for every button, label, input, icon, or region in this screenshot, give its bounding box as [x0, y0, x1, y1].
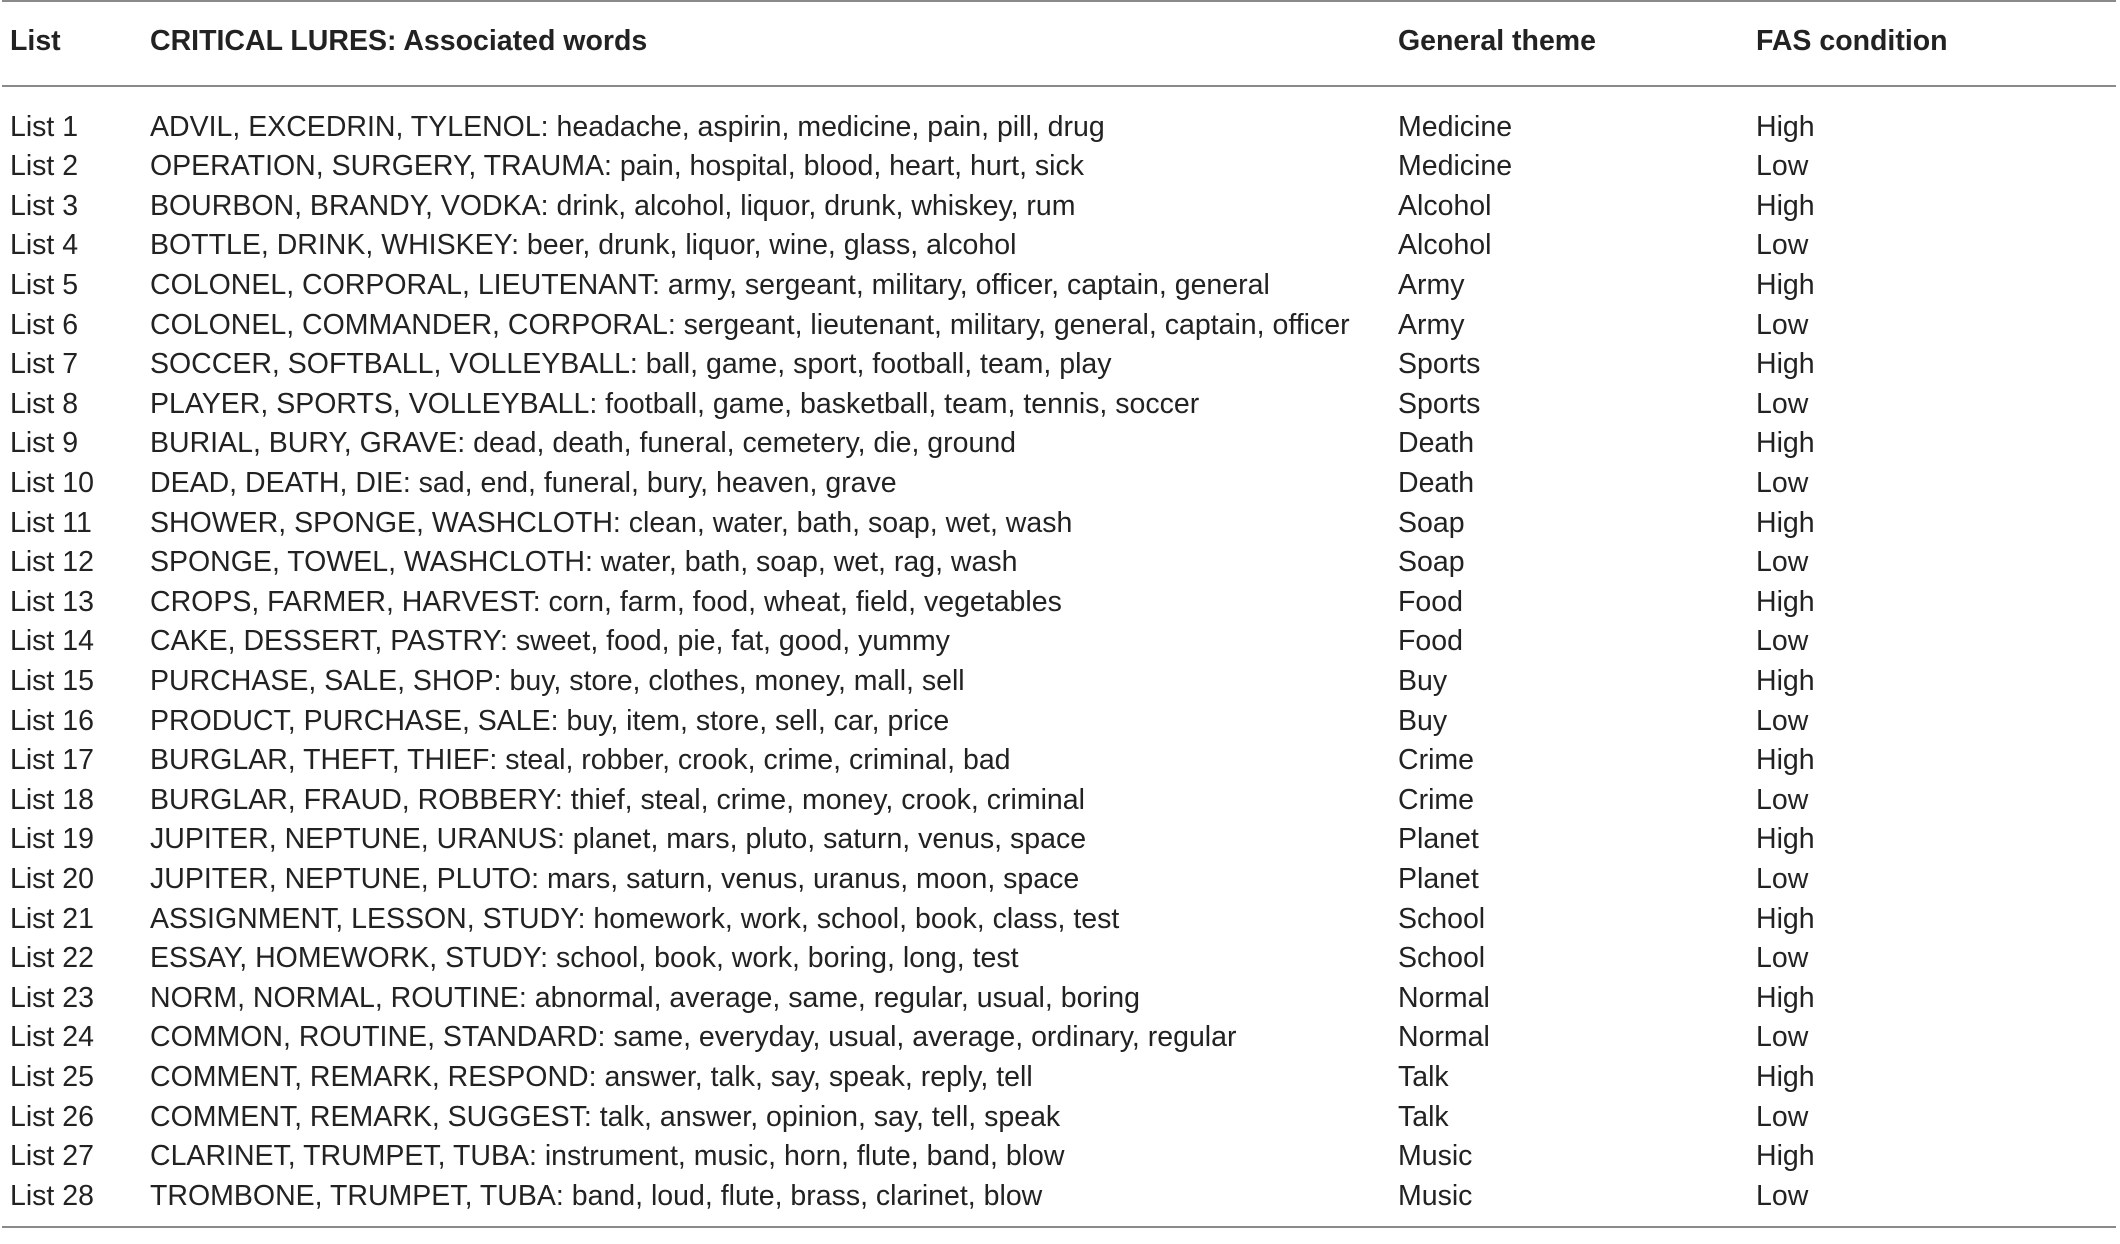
cell-general-theme: Talk — [1398, 1100, 1449, 1133]
table-row — [2, 860, 2116, 900]
table-row — [2, 147, 2116, 187]
cell-fas-condition: High — [1756, 744, 1815, 777]
cell-general-theme: Food — [1398, 625, 1463, 658]
table-row — [2, 187, 2116, 227]
cell-general-theme: Sports — [1398, 387, 1481, 420]
cell-critical-lures: PLAYER, SPORTS, VOLLEYBALL: football, game, basketball, team, tennis, soccer — [150, 387, 1200, 420]
table-row — [2, 741, 2116, 781]
cell-fas-condition: Low — [1756, 1179, 1809, 1212]
cell-fas-condition: Low — [1756, 1021, 1809, 1054]
table-row — [2, 226, 2116, 266]
cell-list: List 10 — [10, 467, 94, 500]
header-critical-lures: CRITICAL LURES: Associated words — [150, 25, 648, 57]
cell-list: List 21 — [10, 902, 94, 935]
cell-list: List 27 — [10, 1140, 94, 1173]
cell-general-theme: Death — [1398, 467, 1475, 500]
cell-critical-lures: PRODUCT, PURCHASE, SALE: buy, item, store, sell, car, price — [150, 704, 950, 737]
table-row — [2, 86, 2116, 147]
table-row — [2, 305, 2116, 345]
header-fas-condition: FAS condition — [1756, 25, 1948, 57]
cell-general-theme: Death — [1398, 427, 1475, 460]
cell-critical-lures: BOURBON, BRANDY, VODKA: drink, alcohol, liquor, drunk, whiskey, rum — [150, 189, 1076, 222]
cell-fas-condition: Low — [1756, 229, 1809, 262]
table-row — [2, 424, 2116, 464]
table-row — [2, 464, 2116, 504]
cell-list: List 23 — [10, 981, 94, 1014]
table-row — [2, 899, 2116, 939]
cell-critical-lures: BURGLAR, FRAUD, ROBBERY: thief, steal, crime, money, crook, criminal — [150, 783, 1085, 816]
cell-list: List 24 — [10, 1021, 94, 1054]
cell-critical-lures: BOTTLE, DRINK, WHISKEY: beer, drunk, liquor, wine, glass, alcohol — [150, 229, 1017, 262]
table-row — [2, 266, 2116, 306]
cell-fas-condition: Low — [1756, 625, 1809, 658]
cell-list: List 3 — [10, 189, 79, 222]
cell-list: List 5 — [10, 269, 79, 302]
cell-critical-lures: ASSIGNMENT, LESSON, STUDY: homework, work, school, book, class, test — [150, 902, 1120, 935]
cell-list: List 26 — [10, 1100, 94, 1133]
cell-general-theme: School — [1398, 902, 1486, 935]
header-general-theme: General theme — [1398, 25, 1596, 57]
cell-fas-condition: Low — [1756, 1100, 1809, 1133]
cell-general-theme: Medicine — [1398, 110, 1513, 143]
lists-table-container — [2, 0, 2116, 1228]
cell-list: List 13 — [10, 585, 94, 618]
cell-fas-condition: High — [1756, 665, 1815, 698]
cell-list: List 7 — [10, 348, 79, 381]
cell-list: List 22 — [10, 942, 94, 975]
cell-critical-lures: COMMON, ROUTINE, STANDARD: same, everyday, usual, average, ordinary, regular — [150, 1021, 1237, 1054]
cell-fas-condition: High — [1756, 981, 1815, 1014]
cell-critical-lures: PURCHASE, SALE, SHOP: buy, store, clothes, money, mall, sell — [150, 665, 965, 698]
cell-critical-lures: BURIAL, BURY, GRAVE: dead, death, funeral, cemetery, die, ground — [150, 427, 1017, 460]
cell-list: List 19 — [10, 823, 94, 856]
cell-fas-condition: Low — [1756, 942, 1809, 975]
cell-general-theme: Buy — [1398, 704, 1448, 737]
table-row — [2, 1176, 2116, 1227]
cell-critical-lures: JUPITER, NEPTUNE, URANUS: planet, mars, pluto, saturn, venus, space — [150, 823, 1087, 856]
cell-general-theme: Crime — [1398, 783, 1474, 816]
cell-fas-condition: Low — [1756, 704, 1809, 737]
cell-list: List 14 — [10, 625, 94, 658]
table-row — [2, 503, 2116, 543]
cell-list: List 16 — [10, 704, 94, 737]
cell-general-theme: Food — [1398, 585, 1463, 618]
table-row — [2, 939, 2116, 979]
cell-list: List 18 — [10, 783, 94, 816]
cell-list: List 4 — [10, 229, 79, 262]
table-row — [2, 1097, 2116, 1137]
cell-critical-lures: CLARINET, TRUMPET, TUBA: instrument, music, horn, flute, band, blow — [150, 1140, 1065, 1173]
cell-general-theme: Army — [1398, 269, 1465, 302]
cell-list: List 15 — [10, 665, 94, 698]
cell-general-theme: Soap — [1398, 546, 1465, 579]
cell-critical-lures: NORM, NORMAL, ROUTINE: abnormal, average, same, regular, usual, boring — [150, 981, 1140, 1014]
cell-fas-condition: High — [1756, 269, 1815, 302]
cell-general-theme: School — [1398, 942, 1486, 975]
cell-general-theme: Soap — [1398, 506, 1465, 539]
cell-fas-condition: High — [1756, 585, 1815, 618]
cell-fas-condition: Low — [1756, 387, 1809, 420]
cell-list: List 9 — [10, 427, 79, 460]
cell-general-theme: Music — [1398, 1179, 1473, 1212]
table-row — [2, 978, 2116, 1018]
cell-general-theme: Normal — [1398, 1021, 1490, 1054]
cell-critical-lures: DEAD, DEATH, DIE: sad, end, funeral, bury, heaven, grave — [150, 467, 897, 500]
table-row — [2, 543, 2116, 583]
cell-fas-condition: Low — [1756, 150, 1809, 183]
cell-critical-lures: COMMENT, REMARK, RESPOND: answer, talk, say, speak, reply, tell — [150, 1060, 1033, 1093]
critical-lures-table — [2, 0, 2116, 1228]
cell-critical-lures: COLONEL, CORPORAL, LIEUTENANT: army, sergeant, military, officer, captain, general — [150, 269, 1270, 302]
table-row — [2, 1137, 2116, 1177]
table-row — [2, 622, 2116, 662]
table-row — [2, 1058, 2116, 1098]
cell-list: List 11 — [10, 506, 92, 539]
cell-fas-condition: High — [1756, 902, 1815, 935]
cell-fas-condition: Low — [1756, 862, 1809, 895]
cell-critical-lures: BURGLAR, THEFT, THIEF: steal, robber, crook, crime, criminal, bad — [150, 744, 1011, 777]
table-row — [2, 781, 2116, 821]
cell-fas-condition: High — [1756, 823, 1815, 856]
cell-list: List 8 — [10, 387, 79, 420]
cell-list: List 20 — [10, 862, 94, 895]
cell-list: List 1 — [10, 110, 79, 143]
cell-general-theme: Medicine — [1398, 150, 1513, 183]
cell-general-theme: Alcohol — [1398, 229, 1492, 262]
cell-critical-lures: ADVIL, EXCEDRIN, TYLENOL: headache, aspirin, medicine, pain, pill, drug — [150, 110, 1105, 143]
cell-list: List 28 — [10, 1179, 94, 1212]
cell-fas-condition: Low — [1756, 783, 1809, 816]
cell-fas-condition: Low — [1756, 546, 1809, 579]
cell-general-theme: Army — [1398, 308, 1465, 341]
cell-list: List 2 — [10, 150, 79, 183]
cell-critical-lures: SOCCER, SOFTBALL, VOLLEYBALL: ball, game, sport, football, team, play — [150, 348, 1112, 381]
cell-critical-lures: OPERATION, SURGERY, TRAUMA: pain, hospital, blood, heart, hurt, sick — [150, 150, 1085, 183]
cell-critical-lures: COLONEL, COMMANDER, CORPORAL: sergeant, lieutenant, military, general, captain, officer — [150, 308, 1350, 341]
table-row — [2, 662, 2116, 702]
cell-fas-condition: High — [1756, 189, 1815, 222]
cell-critical-lures: JUPITER, NEPTUNE, PLUTO: mars, saturn, venus, uranus, moon, space — [150, 862, 1080, 895]
table-body — [2, 86, 2116, 1227]
cell-general-theme: Planet — [1398, 823, 1479, 856]
cell-critical-lures: CAKE, DESSERT, PASTRY: sweet, food, pie, fat, good, yummy — [150, 625, 950, 658]
cell-list: List 25 — [10, 1060, 94, 1093]
cell-critical-lures: ESSAY, HOMEWORK, STUDY: school, book, work, boring, long, test — [150, 942, 1019, 975]
cell-general-theme: Normal — [1398, 981, 1490, 1014]
cell-general-theme: Crime — [1398, 744, 1474, 777]
table-row — [2, 701, 2116, 741]
header-list: List — [10, 25, 61, 57]
cell-fas-condition: Low — [1756, 467, 1809, 500]
cell-general-theme: Music — [1398, 1140, 1473, 1173]
cell-general-theme: Talk — [1398, 1060, 1449, 1093]
table-row — [2, 385, 2116, 425]
cell-critical-lures: COMMENT, REMARK, SUGGEST: talk, answer, opinion, say, tell, speak — [150, 1100, 1061, 1133]
cell-list: List 6 — [10, 308, 79, 341]
cell-general-theme: Sports — [1398, 348, 1481, 381]
cell-critical-lures: SPONGE, TOWEL, WASHCLOTH: water, bath, soap, wet, rag, wash — [150, 546, 1018, 579]
cell-fas-condition: High — [1756, 506, 1815, 539]
cell-general-theme: Alcohol — [1398, 189, 1492, 222]
cell-fas-condition: High — [1756, 110, 1815, 143]
table-row — [2, 1018, 2116, 1058]
table-row — [2, 820, 2116, 860]
cell-list: List 12 — [10, 546, 94, 579]
cell-fas-condition: High — [1756, 348, 1815, 381]
cell-critical-lures: CROPS, FARMER, HARVEST: corn, farm, food, wheat, field, vegetables — [150, 585, 1062, 618]
header-row — [2, 1, 2116, 86]
table-row — [2, 345, 2116, 385]
cell-critical-lures: SHOWER, SPONGE, WASHCLOTH: clean, water, bath, soap, wet, wash — [150, 506, 1073, 539]
table-header — [2, 1, 2116, 86]
cell-general-theme: Buy — [1398, 665, 1448, 698]
cell-general-theme: Planet — [1398, 862, 1479, 895]
cell-fas-condition: High — [1756, 427, 1815, 460]
cell-critical-lures: TROMBONE, TRUMPET, TUBA: band, loud, flute, brass, clarinet, blow — [150, 1179, 1043, 1212]
cell-fas-condition: High — [1756, 1140, 1815, 1173]
cell-fas-condition: Low — [1756, 308, 1809, 341]
cell-fas-condition: High — [1756, 1060, 1815, 1093]
cell-list: List 17 — [10, 744, 94, 777]
table-row — [2, 583, 2116, 623]
